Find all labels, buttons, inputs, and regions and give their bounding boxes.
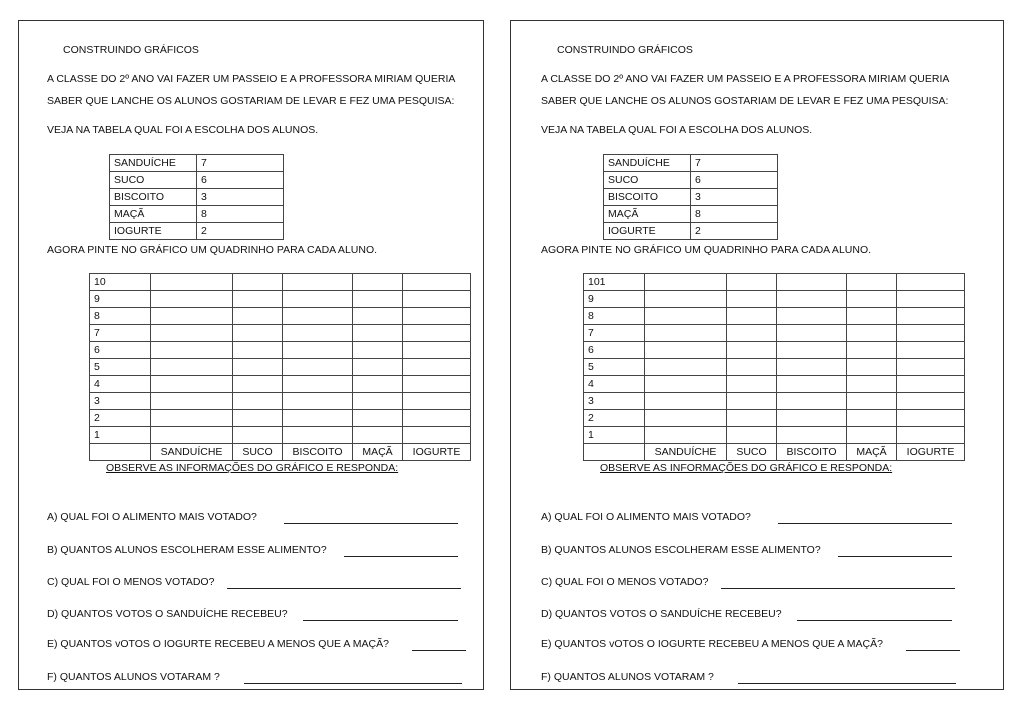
chart-cell[interactable] <box>645 393 727 410</box>
chart-cell[interactable] <box>233 342 283 359</box>
chart-cell[interactable] <box>403 291 471 308</box>
y-axis-label: 8 <box>90 308 151 325</box>
chart-cell[interactable] <box>283 274 353 291</box>
chart-cell[interactable] <box>847 410 897 427</box>
y-axis-label: 7 <box>584 325 645 342</box>
table-row <box>604 206 778 223</box>
chart-cell[interactable] <box>353 342 403 359</box>
chart-cell[interactable] <box>353 274 403 291</box>
chart-cell[interactable] <box>897 410 965 427</box>
chart-cell[interactable] <box>727 274 777 291</box>
empty-corner-cell <box>90 444 151 461</box>
chart-row <box>584 376 965 393</box>
chart-row <box>90 291 471 308</box>
chart-cell[interactable] <box>777 359 847 376</box>
x-axis-label: SANDUÍCHE <box>151 444 233 461</box>
question-c: C) QUAL FOI O MENOS VOTADO? <box>541 576 709 588</box>
chart-category-row <box>584 444 965 461</box>
vote-count-cell: 2 <box>197 223 284 240</box>
chart-cell[interactable] <box>897 342 965 359</box>
chart-cell[interactable] <box>777 342 847 359</box>
worksheet-title: CONSTRUINDO GRÁFICOS <box>557 44 693 56</box>
chart-cell[interactable] <box>233 325 283 342</box>
chart-cell[interactable] <box>645 342 727 359</box>
chart-cell[interactable] <box>151 342 233 359</box>
vote-count-cell: 8 <box>691 206 778 223</box>
x-axis-label: SUCO <box>233 444 283 461</box>
chart-cell[interactable] <box>403 325 471 342</box>
chart-cell[interactable] <box>645 359 727 376</box>
x-axis-label: MAÇÃ <box>847 444 897 461</box>
x-axis-label: SANDUÍCHE <box>645 444 727 461</box>
food-name-cell: BISCOITO <box>604 189 691 206</box>
x-axis-label: IOGURTE <box>403 444 471 461</box>
chart-cell[interactable] <box>151 308 233 325</box>
question-f: F) QUANTOS ALUNOS VOTARAM ? <box>47 671 220 683</box>
chart-cell[interactable] <box>645 427 727 444</box>
question-c: C) QUAL FOI O MENOS VOTADO? <box>47 576 215 588</box>
chart-row <box>584 291 965 308</box>
chart-cell[interactable] <box>353 359 403 376</box>
x-axis-label: BISCOITO <box>777 444 847 461</box>
chart-cell[interactable] <box>897 274 965 291</box>
chart-cell[interactable] <box>645 410 727 427</box>
y-axis-label: 10 <box>90 274 151 291</box>
food-name-cell: IOGURTE <box>110 223 197 240</box>
worksheet-page-2 <box>510 20 1004 690</box>
vote-count-cell: 3 <box>691 189 778 206</box>
y-axis-label: 7 <box>90 325 151 342</box>
table-row <box>110 155 284 172</box>
chart-cell[interactable] <box>777 308 847 325</box>
intro-text: SABER QUE LANCHE OS ALUNOS GOSTARIAM DE LEVAR E FEZ UMA PESQUISA: <box>541 95 949 107</box>
x-axis-label: SUCO <box>727 444 777 461</box>
survey-table <box>109 154 284 240</box>
chart-cell[interactable] <box>897 291 965 308</box>
chart-cell[interactable] <box>353 427 403 444</box>
food-name-cell: MAÇÃ <box>604 206 691 223</box>
chart-cell[interactable] <box>233 393 283 410</box>
chart-cell[interactable] <box>777 376 847 393</box>
chart-cell[interactable] <box>403 427 471 444</box>
y-axis-label: 2 <box>584 410 645 427</box>
chart-row <box>90 359 471 376</box>
chart-cell[interactable] <box>151 274 233 291</box>
vote-count-cell: 8 <box>197 206 284 223</box>
empty-corner-cell <box>584 444 645 461</box>
chart-cell[interactable] <box>897 359 965 376</box>
worksheet-page-1 <box>18 20 484 690</box>
vote-count-cell: 7 <box>691 155 778 172</box>
chart-cell[interactable] <box>403 410 471 427</box>
chart-row <box>90 342 471 359</box>
chart-cell[interactable] <box>353 410 403 427</box>
chart-cell[interactable] <box>645 274 727 291</box>
chart-cell[interactable] <box>897 393 965 410</box>
answer-line[interactable] <box>284 523 458 524</box>
chart-row <box>584 274 965 291</box>
y-axis-label: 4 <box>584 376 645 393</box>
chart-cell[interactable] <box>233 410 283 427</box>
chart-row <box>90 325 471 342</box>
y-axis-label: 3 <box>90 393 151 410</box>
chart-row <box>584 427 965 444</box>
bar-chart-grid <box>583 273 965 461</box>
table-row <box>604 155 778 172</box>
chart-row <box>90 393 471 410</box>
chart-cell[interactable] <box>283 359 353 376</box>
answer-line[interactable] <box>721 588 955 589</box>
question-d: D) QUANTOS VOTOS O SANDUÍCHE RECEBEU? <box>47 608 288 620</box>
chart-cell[interactable] <box>847 325 897 342</box>
food-name-cell: SUCO <box>110 172 197 189</box>
chart-cell[interactable] <box>283 427 353 444</box>
chart-cell[interactable] <box>151 427 233 444</box>
chart-category-row <box>90 444 471 461</box>
chart-row <box>90 427 471 444</box>
chart-cell[interactable] <box>233 308 283 325</box>
chart-cell[interactable] <box>727 342 777 359</box>
answer-line[interactable] <box>303 620 458 621</box>
chart-cell[interactable] <box>151 325 233 342</box>
table-instruction: VEJA NA TABELA QUAL FOI A ESCOLHA DOS ALUNOS. <box>541 124 813 136</box>
chart-cell[interactable] <box>645 291 727 308</box>
chart-cell[interactable] <box>151 393 233 410</box>
survey-table <box>603 154 778 240</box>
worksheet-title: CONSTRUINDO GRÁFICOS <box>63 44 199 56</box>
chart-cell[interactable] <box>353 308 403 325</box>
chart-cell[interactable] <box>233 427 283 444</box>
chart-cell[interactable] <box>403 342 471 359</box>
chart-cell[interactable] <box>403 393 471 410</box>
chart-row <box>584 393 965 410</box>
chart-cell[interactable] <box>233 291 283 308</box>
vote-count-cell: 3 <box>197 189 284 206</box>
chart-cell[interactable] <box>353 325 403 342</box>
chart-cell[interactable] <box>727 325 777 342</box>
question-e: E) QUANTOS vOTOS O IOGURTE RECEBEU A MENOS QUE A MAÇÃ? <box>47 638 389 650</box>
y-axis-label: 8 <box>584 308 645 325</box>
chart-row <box>90 376 471 393</box>
chart-row <box>90 274 471 291</box>
question-f: F) QUANTOS ALUNOS VOTARAM ? <box>541 671 714 683</box>
chart-cell[interactable] <box>727 308 777 325</box>
vote-count-cell: 6 <box>197 172 284 189</box>
chart-cell[interactable] <box>777 274 847 291</box>
question-e: E) QUANTOS vOTOS O IOGURTE RECEBEU A MENOS QUE A MAÇÃ? <box>541 638 883 650</box>
vote-count-cell: 6 <box>691 172 778 189</box>
x-axis-label: IOGURTE <box>897 444 965 461</box>
chart-row <box>584 308 965 325</box>
y-axis-label: 101 <box>584 274 645 291</box>
chart-cell[interactable] <box>847 308 897 325</box>
chart-cell[interactable] <box>403 376 471 393</box>
table-row <box>604 189 778 206</box>
chart-instruction: AGORA PINTE NO GRÁFICO UM QUADRINHO PARA CADA ALUNO. <box>47 244 378 256</box>
chart-cell[interactable] <box>727 410 777 427</box>
chart-cell[interactable] <box>727 427 777 444</box>
question-a: A) QUAL FOI O ALIMENTO MAIS VOTADO? <box>47 511 257 523</box>
food-name-cell: BISCOITO <box>110 189 197 206</box>
chart-cell[interactable] <box>233 376 283 393</box>
chart-cell[interactable] <box>847 427 897 444</box>
chart-cell[interactable] <box>283 308 353 325</box>
chart-cell[interactable] <box>283 393 353 410</box>
chart-cell[interactable] <box>283 325 353 342</box>
chart-cell[interactable] <box>283 291 353 308</box>
chart-cell[interactable] <box>727 291 777 308</box>
chart-cell[interactable] <box>283 410 353 427</box>
vote-count-cell: 2 <box>691 223 778 240</box>
chart-cell[interactable] <box>847 393 897 410</box>
chart-cell[interactable] <box>233 274 283 291</box>
chart-cell[interactable] <box>897 308 965 325</box>
chart-cell[interactable] <box>847 359 897 376</box>
intro-text: A CLASSE DO 2º ANO VAI FAZER UM PASSEIO E A PROFESSORA MIRIAM QUERIA <box>47 73 456 85</box>
food-name-cell: SANDUÍCHE <box>110 155 197 172</box>
chart-cell[interactable] <box>777 393 847 410</box>
y-axis-label: 5 <box>584 359 645 376</box>
food-name-cell: SANDUÍCHE <box>604 155 691 172</box>
y-axis-label: 1 <box>90 427 151 444</box>
chart-cell[interactable] <box>727 359 777 376</box>
bar-chart-grid <box>89 273 471 461</box>
food-name-cell: IOGURTE <box>604 223 691 240</box>
chart-cell[interactable] <box>283 376 353 393</box>
chart-cell[interactable] <box>777 410 847 427</box>
question-d: D) QUANTOS VOTOS O SANDUÍCHE RECEBEU? <box>541 608 782 620</box>
chart-cell[interactable] <box>151 376 233 393</box>
chart-row <box>90 308 471 325</box>
chart-cell[interactable] <box>777 291 847 308</box>
observe-instruction: OBSERVE AS INFORMAÇÕES DO GRÁFICO E RESPONDA: <box>600 462 893 474</box>
x-axis-label: MAÇÃ <box>353 444 403 461</box>
chart-row <box>584 325 965 342</box>
question-b: B) QUANTOS ALUNOS ESCOLHERAM ESSE ALIMENTO? <box>47 544 327 556</box>
chart-cell[interactable] <box>151 410 233 427</box>
chart-cell[interactable] <box>403 308 471 325</box>
answer-line[interactable] <box>244 683 462 684</box>
x-axis-label: BISCOITO <box>283 444 353 461</box>
chart-cell[interactable] <box>727 376 777 393</box>
chart-cell[interactable] <box>353 376 403 393</box>
table-row <box>110 223 284 240</box>
chart-cell[interactable] <box>353 291 403 308</box>
y-axis-label: 6 <box>584 342 645 359</box>
chart-cell[interactable] <box>283 342 353 359</box>
answer-line[interactable] <box>738 683 956 684</box>
y-axis-label: 4 <box>90 376 151 393</box>
chart-row <box>584 342 965 359</box>
y-axis-label: 6 <box>90 342 151 359</box>
y-axis-label: 1 <box>584 427 645 444</box>
chart-cell[interactable] <box>897 376 965 393</box>
answer-line[interactable] <box>412 650 466 651</box>
chart-cell[interactable] <box>777 427 847 444</box>
intro-text: SABER QUE LANCHE OS ALUNOS GOSTARIAM DE LEVAR E FEZ UMA PESQUISA: <box>47 95 455 107</box>
chart-cell[interactable] <box>847 291 897 308</box>
y-axis-label: 5 <box>90 359 151 376</box>
chart-cell[interactable] <box>403 359 471 376</box>
chart-row <box>584 410 965 427</box>
answer-line[interactable] <box>797 620 952 621</box>
table-row <box>110 206 284 223</box>
table-row <box>110 189 284 206</box>
chart-cell[interactable] <box>645 325 727 342</box>
chart-cell[interactable] <box>847 376 897 393</box>
table-row <box>110 172 284 189</box>
table-row <box>604 223 778 240</box>
chart-cell[interactable] <box>897 427 965 444</box>
y-axis-label: 3 <box>584 393 645 410</box>
table-instruction: VEJA NA TABELA QUAL FOI A ESCOLHA DOS ALUNOS. <box>47 124 319 136</box>
y-axis-label: 9 <box>584 291 645 308</box>
answer-line[interactable] <box>906 650 960 651</box>
chart-instruction: AGORA PINTE NO GRÁFICO UM QUADRINHO PARA CADA ALUNO. <box>541 244 872 256</box>
observe-instruction: OBSERVE AS INFORMAÇÕES DO GRÁFICO E RESPONDA: <box>106 462 399 474</box>
vote-count-cell: 7 <box>197 155 284 172</box>
chart-cell[interactable] <box>847 274 897 291</box>
chart-row <box>90 410 471 427</box>
chart-cell[interactable] <box>353 393 403 410</box>
chart-cell[interactable] <box>151 359 233 376</box>
y-axis-label: 2 <box>90 410 151 427</box>
chart-cell[interactable] <box>151 291 233 308</box>
answer-line[interactable] <box>778 523 952 524</box>
chart-cell[interactable] <box>403 274 471 291</box>
table-row <box>604 172 778 189</box>
intro-text: A CLASSE DO 2º ANO VAI FAZER UM PASSEIO E A PROFESSORA MIRIAM QUERIA <box>541 73 950 85</box>
chart-cell[interactable] <box>645 376 727 393</box>
chart-row <box>584 359 965 376</box>
chart-cell[interactable] <box>727 393 777 410</box>
chart-cell[interactable] <box>645 308 727 325</box>
chart-cell[interactable] <box>897 325 965 342</box>
y-axis-label: 9 <box>90 291 151 308</box>
question-a: A) QUAL FOI O ALIMENTO MAIS VOTADO? <box>541 511 751 523</box>
chart-cell[interactable] <box>233 359 283 376</box>
food-name-cell: MAÇÃ <box>110 206 197 223</box>
answer-line[interactable] <box>838 556 952 557</box>
answer-line[interactable] <box>227 588 461 589</box>
food-name-cell: SUCO <box>604 172 691 189</box>
chart-cell[interactable] <box>777 325 847 342</box>
answer-line[interactable] <box>344 556 458 557</box>
chart-cell[interactable] <box>847 342 897 359</box>
question-b: B) QUANTOS ALUNOS ESCOLHERAM ESSE ALIMENTO? <box>541 544 821 556</box>
